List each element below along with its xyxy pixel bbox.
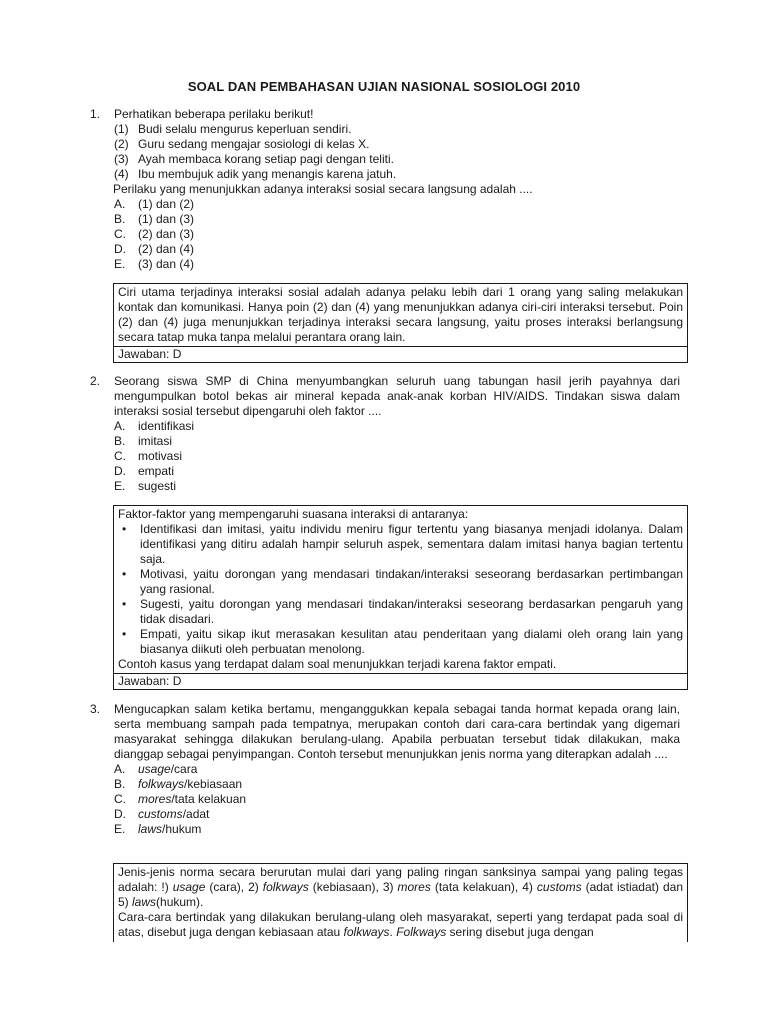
factor-item: • Empati, yaitu sikap ikut merasakan kesulitan atau penderitaan yang dialami oleh orang lain yang biasanya diikuti oleh perbuatan menolong. (122, 627, 683, 656)
factor-item: • Motivasi, yaitu dorongan yang mendasari tindakan/interaksi seseorang berdasarkan pertimbangan yang rasional. (122, 567, 683, 596)
answer-option: D. empati (114, 464, 175, 478)
explanation-box-3 (113, 863, 688, 942)
statement-item: (3) Ayah membaca korang setiap pagi dengan teliti. (114, 152, 394, 166)
question-2 (90, 374, 680, 494)
statement-item: (2) Guru sedang mengajar sosiologi di kelas X. (114, 137, 370, 151)
answer-option: A. identifikasi (114, 419, 195, 433)
factor-item: • Sugesti, yaitu dorongan yang mendasari tindakan/interaksi seseorang berdasarkan pengaruh yang tidak disadari. (122, 597, 683, 626)
factor-list (118, 522, 683, 657)
answer-option: E. laws/hukum (114, 822, 202, 836)
explanation-box-2 (113, 505, 688, 690)
answer-key: Jawaban: D (114, 673, 687, 689)
answer-option: E. (3) dan (4) (114, 257, 195, 271)
answer-option: C. (2) dan (3) (114, 227, 195, 241)
answer-option: C. mores/tata kelakuan (114, 792, 247, 806)
question-number: 1. (90, 107, 101, 121)
answer-option: B. (1) dan (3) (114, 212, 195, 226)
explanation-outro: Contoh kasus yang terdapat dalam soal menunjukkan terjadi karena faktor empati. (118, 657, 557, 671)
explanation-paragraph: Cara-cara bertindak yang dilakukan berulang-ulang oleh masyarakat, seperti yang terdapat pada soal di atas, disebut juga dengan kebiasaan atau folkways. Folkways sering disebut juga dengan (118, 910, 683, 939)
explanation-intro: Faktor-faktor yang mempengaruhi suasana interaksi di antaranya: (118, 507, 469, 521)
answer-key: Jawaban: D (114, 346, 687, 362)
statement-item: (4) Ibu membujuk adik yang menangis karena jatuh. (114, 167, 397, 181)
question-number: 2. (90, 374, 101, 388)
answer-option: A. (1) dan (2) (114, 197, 195, 211)
explanation-text: Ciri utama terjadinya interaksi sosial adalah adanya pelaku lebih dari 1 orang yang saling melakukan kontak dan komunikasi. Hanya poin (2) dan (4) yang menunjukkan adanya ciri-ciri interaksi tersebut. Poin (2) dan (4) juga menunjukkan terjadinya interaksi secara langsung, yaitu proses interaksi berlangsung secara tatap muka tanpa melalui perantara orang lain. (118, 285, 683, 344)
explanation-box-1 (113, 283, 688, 363)
answer-option: E. sugesti (114, 479, 177, 493)
page-title: SOAL DAN PEMBAHASAN UJIAN NASIONAL SOSIOLOGI 2010 (187, 79, 581, 94)
explanation-paragraph: Jenis-jenis norma secara berurutan mulai dari yang paling ringan sanksinya sampai yang paling tegas adalah: !) usage (cara), 2) folkways (kebiasaan), 3) mores (tata kelakuan), 4) customs (adat istiadat) dan 5) laws(hukum). (118, 865, 683, 909)
question-text: Seorang siswa SMP di China menyumbangkan seluruh uang tabungan hasil jerih payahnya dari mengumpulkan botol bekas air mineral kepada anak-anak korban HIV/AIDS. Tindakan siswa dalam interaksi sosial tersebut dipengaruhi oleh faktor .... (114, 374, 680, 418)
question-intro: Perhatikan beberapa perilaku berikut! (114, 107, 314, 121)
question-text: Perilaku yang menunjukkan adanya interaksi sosial secara langsung adalah .... (113, 182, 533, 196)
factor-item: • Identifikasi dan imitasi, yaitu individu meniru figur tertentu yang biasanya menjadi idolanya. Dalam identifikasi yang ditiru adalah hampir seluruh aspek, sementara dalam imitasi hanya bagian tertentu saja. (122, 522, 683, 566)
answer-option: D. (2) dan (4) (114, 242, 195, 256)
answer-option: D. customs/adat (114, 807, 210, 821)
question-text: Mengucapkan salam ketika bertamu, menganggukkan kepala sebagai tanda hormat kepada orang lain, serta membuang sampah pada tempatnya, merupakan contoh dari cara-cara bertindak yang digemari masyarakat sehingga dilakukan berulang-ulang. Apabila perbuatan tersebut tidak dilakukan, maka dianggap sebagai penyimpangan. Contoh tersebut menunjukkan jenis norma yang diterapkan adalah .... (114, 702, 680, 761)
question-3 (90, 702, 680, 837)
question-number: 3. (90, 702, 101, 716)
statement-item: (1) Budi selalu mengurus keperluan sendiri. (114, 122, 352, 136)
answer-option: B. folkways/kebiasaan (114, 777, 243, 791)
answer-option: C. motivasi (114, 449, 183, 463)
question-1 (90, 107, 680, 272)
answer-option: A. usage/cara (114, 762, 198, 776)
answer-option: B. imitasi (114, 434, 173, 448)
